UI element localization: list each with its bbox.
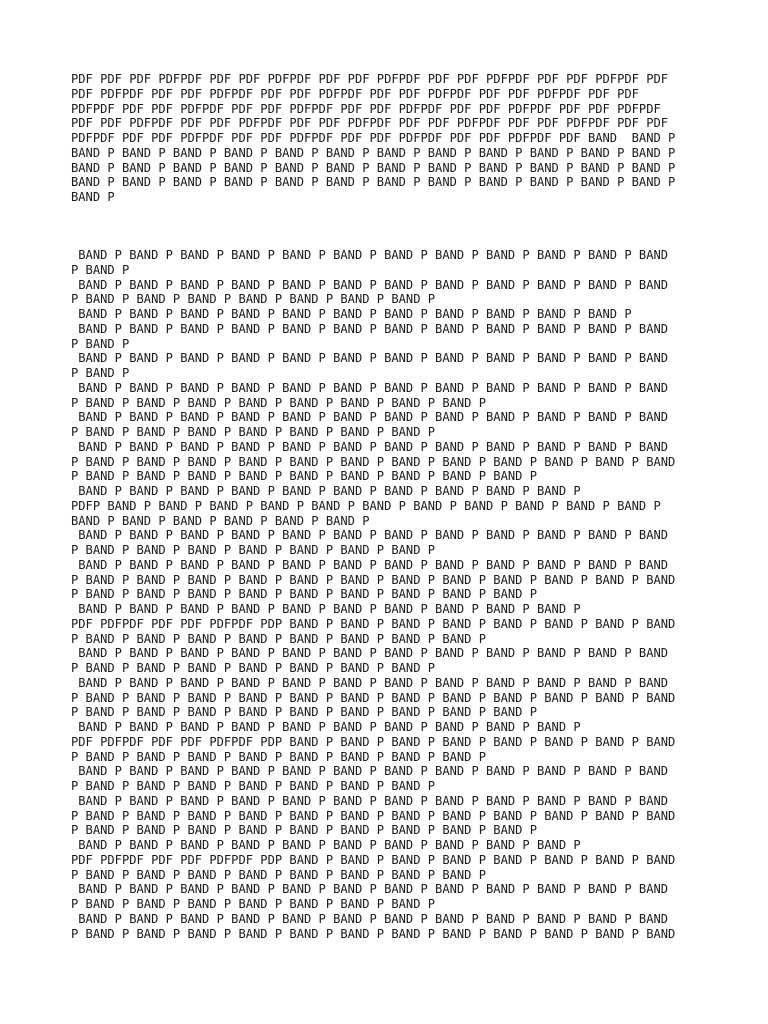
body-text-block: BAND P BAND P BAND P BAND P BAND P BAND P BAND P BAND P BAND P BAND P BAND P BAND P BAND P BAND P BAND P BAND P BAND P BAND P BAND P BAND P BAND P BAND P BAND P BAND P BAND P BAND P BAND P BAND P BAND P BAND P BAND P BAND P BAND P BAND P BAND P BAND P BAND P BAND P BAND P BAND P BAND P BAND P BAND P BAND P BAND P BAND P BAND P BAND P BAND P BAND P BAND P BAND P BAND P BAND P BAND P BAND P BAND P BAND P BAND P BAND P BAND P BAND P BAND P BAND P BAND P BAND P BAND P BAND P BAND P BAND P BAND P BAND P BAND P BAND P BAND P BAND P BAND P BAND P BAND P BAND P BAND P BAND P BAND P BAND P BAND P BAND P BAND P BAND P BAND P BAND P BAND P BAND P BAND P BAND P BAND P BAND P BAND P BAND P BAND P BAND P BAND P BAND P BAND P BAND P BAND P BAND P BAND P BAND P BAND P BAND P BAND P BAND P BAND P BAND P BAND P BAND P BAND P BAND P BAND P BAND P BAND P BAND P BAND P BAND P BAND P BAND P BAND P BAND P BAND P BAND P BAND P BAND P BAND P BAND P BAND P BAND P BAND P BAND P BAND P BAND P BAND P BAND P BAND P BAND P BAND P BAND P BAND P BAND P BAND P BAND P BAND P PDFP BAND P BAND P BAND P BAND P BAND P BAND P BAND P BAND P BAND P BAND P BAND P BAND P BAND P BAND P BAND P BAND P BAND P BAND P BAND P BAND P BAND P BAND P BAND P BAND P BAND P BAND P BAND P BAND P BAND P BAND P BAND P BAND P BAND P BAND P BAND P BAND P BAND P BAND P BAND P BAND P BAND P BAND P BAND P BAND P BAND P BAND P BAND P BAND P BAND P BAND P BAND P BAND P BAND P BAND P BAND P BAND P BAND P BAND P BAND P BAND P BAND P BAND P BAND P BAND P BAND P BAND P BAND P BAND P BAND P BAND P BAND P BAND P BAND P BAND P BAND P BAND P BAND P BAND P BAND P PDF PDFPDF PDF PDF PDFPDF PDP BAND P BAND P BAND P BAND P BAND P BAND P BAND P BAND P BAND P BAND P BAND P BAND P BAND P BAND P BAND P BAND P BAND P BAND P BAND P BAND P BAND P BAND P BAND P BAND P BAND P BAND P BAND P BAND P BAND P BAND P BAND P BAND P BAND P BAND P BAND P BAND P BAND P BAND P BAND P BAND P BAND P BAND P BAND P BAND P BAND P BAND P BAND P BAND P BAND P BAND P BAND P BAND P BAND P BAND P BAND P BAND P BAND P BAND P BAND P BAND P BAND P BAND P BAND P BAND P BAND P BAND P BAND P BAND P BAND P BAND P BAND P BAND P BAND P BAND P BAND P BAND P BAND P BAND P PDF PDFPDF PDF PDF PDFPDF PDP BAND P BAND P BAND P BAND P BAND P BAND P BAND P BAND P BAND P BAND P BAND P BAND P BAND P BAND P BAND P BAND P BAND P BAND P BAND P BAND P BAND P BAND P BAND P BAND P BAND P BAND P BAND P BAND P BAND P BAND P BAND P BAND P BAND P BAND P BAND P BAND P BAND P BAND P BAND P BAND P BAND P BAND P BAND P BAND P BAND P BAND P BAND P BAND P BAND P BAND P BAND P BAND P BAND P BAND P BAND P BAND P BAND P BAND P BAND P BAND P BAND P BAND P BAND P BAND P BAND P BAND P BAND P BAND P BAND P BAND P BAND P BAND P BAND P BAND P BAND P BAND P BAND P BAND P PDF PDFPDF PDF PDF PDFPDF PDP BAND P BAND P BAND P BAND P BAND P BAND P BAND P BAND P BAND P BAND P BAND P BAND P BAND P BAND P BAND P BAND P BAND P BAND P BAND P BAND P BAND P BAND P BAND P BAND P BAND P BAND P BAND P BAND P BAND P BAND P BAND P BAND P BAND P BAND P BAND P BAND P BAND P BAND P BAND P BAND P BAND P BAND P BAND P BAND P BAND P BAND P BAND P BAND P BAND P BAND P BAND P BAND P BAND P BAND P BAND P BAND P BAND P BAND P BAND [71, 248, 676, 941]
header-text-block: PDF PDF PDF PDFPDF PDF PDF PDFPDF PDF PDF PDFPDF PDF PDF PDFPDF PDF PDF PDFPDF PDF PDF PDFPDF PDF PDF PDFPDF PDF PDF PDFPDF PDF PDF PDFPDF PDF PDF PDFPDF PDF PDF PDFPDF PDF PDF PDFPDF PDF PDF PDFPDF PDF PDF PDFPDF PDF PDF PDFPDF PDF PDF PDFPDF PDF PDF PDFPDF PDF PDF PDFPDF PDF PDF PDFPDF PDF PDF PDFPDF PDF PDF PDFPDF PDF PDF PDFPDF PDF PDF PDFPDF PDF PDF PDFPDF PDF PDF PDFPDF PDF PDF PDFPDF PDF BAND BAND P BAND P BAND P BAND P BAND P BAND P BAND P BAND P BAND P BAND P BAND P BAND P BAND P BAND P BAND P BAND P BAND P BAND P BAND P BAND P BAND P BAND P BAND P BAND P BAND P BAND P BAND P BAND P BAND P BAND P BAND P BAND P BAND P BAND P BAND P BAND P BAND P BAND P [71, 72, 676, 204]
